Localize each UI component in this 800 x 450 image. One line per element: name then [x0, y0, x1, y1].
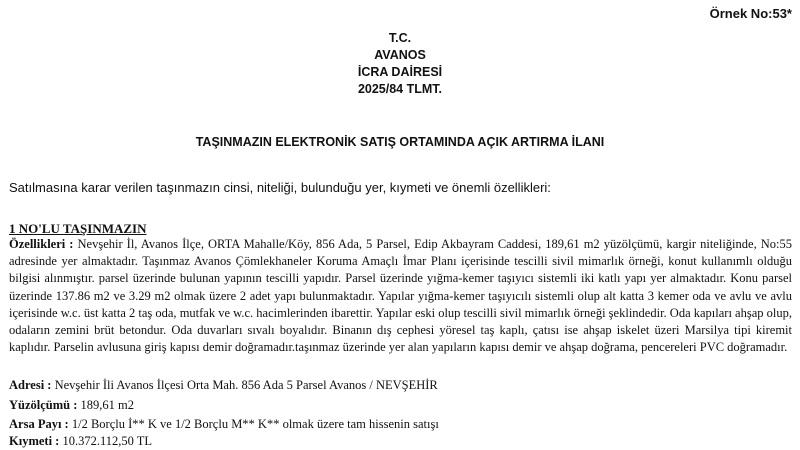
property-features: [9, 236, 792, 356]
share-label: Arsa Payı :: [9, 417, 69, 431]
value-amount: 10.372.112,50 TL: [62, 434, 153, 448]
header-line-file-no: 2025/84 TLMT.: [357, 82, 443, 96]
page-title: TAŞINMAZIN ELEKTRONİK SATIŞ ORTAMINDA AÇIK ARTIRMA İLANI: [195, 135, 605, 149]
area-label: Yüzölçümü :: [9, 398, 78, 412]
features-label: Özellikleri :: [9, 237, 74, 251]
features-text: Nevşehir İl, Avanos İlçe, ORTA Mahalle/Köy, 856 Ada, 5 Parsel, Edip Akbayram Caddesi, 189,61 m2 yüzölçümü, kargir niteliğinde, No:55 adresinde yer almaktadır. Taşınmaz Avanos Çömlekhaneler Koruma Amaçlı İmar Planı içerisinde tescilli sivil mimarlık örneği, konut kullanımlı olduğu bilgisi alınmıştır. parsel üzerinde bulunan yapının tescilli yapıdır. Parsel üzerinde yığma-kemer taşıyıcı sistemli iki katlı yapı yer almaktadır. Konu parsel üzerinde 137.86 m2 ve 3.29 m2 olmak üzere 2 adet yapı bulunmaktadır. Yapılar yığma-kemer taşıyıcılı sistemli olup alt katta 3 kemer oda ve avlu ve avlu içerisinde w.c. üst katta 2 taş oda, mutfak ve w.c. hacimlerinden ibarettir. Yapılar eski olup tescilli sivil mimarlık örneği şeklindedir. Oda kapıları ahşap olup, odaların zemini brüt betondur. Oda duvarları sıvalı boyalıdır. Binanın dış cephesi yöresel taş kaplı, çatısı ise ahşap iskelet üzeri Marsilya tipi kiremit kaplıdır. Parselin avlusuna giriş kapısı demir doğramadır.taşınmaz üzerinde yer alan yapıların kapısı demir ve ahşap doğrama, pencereleri PVC doğramadır.: [9, 237, 792, 355]
property-address: [9, 377, 438, 394]
document-header: [0, 30, 800, 98]
header-line-tc: T.C.: [388, 31, 412, 45]
address-label: Adresi :: [9, 378, 52, 392]
value-label: Kıymeti :: [9, 434, 60, 448]
property-section-title: 1 NO'LU TAŞINMAZIN: [9, 221, 147, 236]
address-value: Nevşehir İli Avanos İlçesi Orta Mah. 856 Ada 5 Parsel Avanos / NEVŞEHİR: [54, 378, 438, 392]
header-line-office: İCRA DAİRESİ: [357, 65, 443, 79]
property-share: [9, 416, 439, 433]
sample-number: Örnek No:53*: [709, 6, 792, 21]
header-line-city: AVANOS: [374, 48, 426, 62]
property-value: [9, 433, 152, 450]
area-value: 189,61 m2: [80, 398, 135, 412]
intro-text: Satılmasına karar verilen taşınmazın cinsi, niteliği, bulunduğu yer, kıymeti ve önemli özellikleri:: [9, 180, 551, 195]
share-value: 1/2 Borçlu İ** K ve 1/2 Borçlu M** K** olmak üzere tam hissenin satışı: [71, 417, 439, 431]
property-area: [9, 397, 134, 414]
